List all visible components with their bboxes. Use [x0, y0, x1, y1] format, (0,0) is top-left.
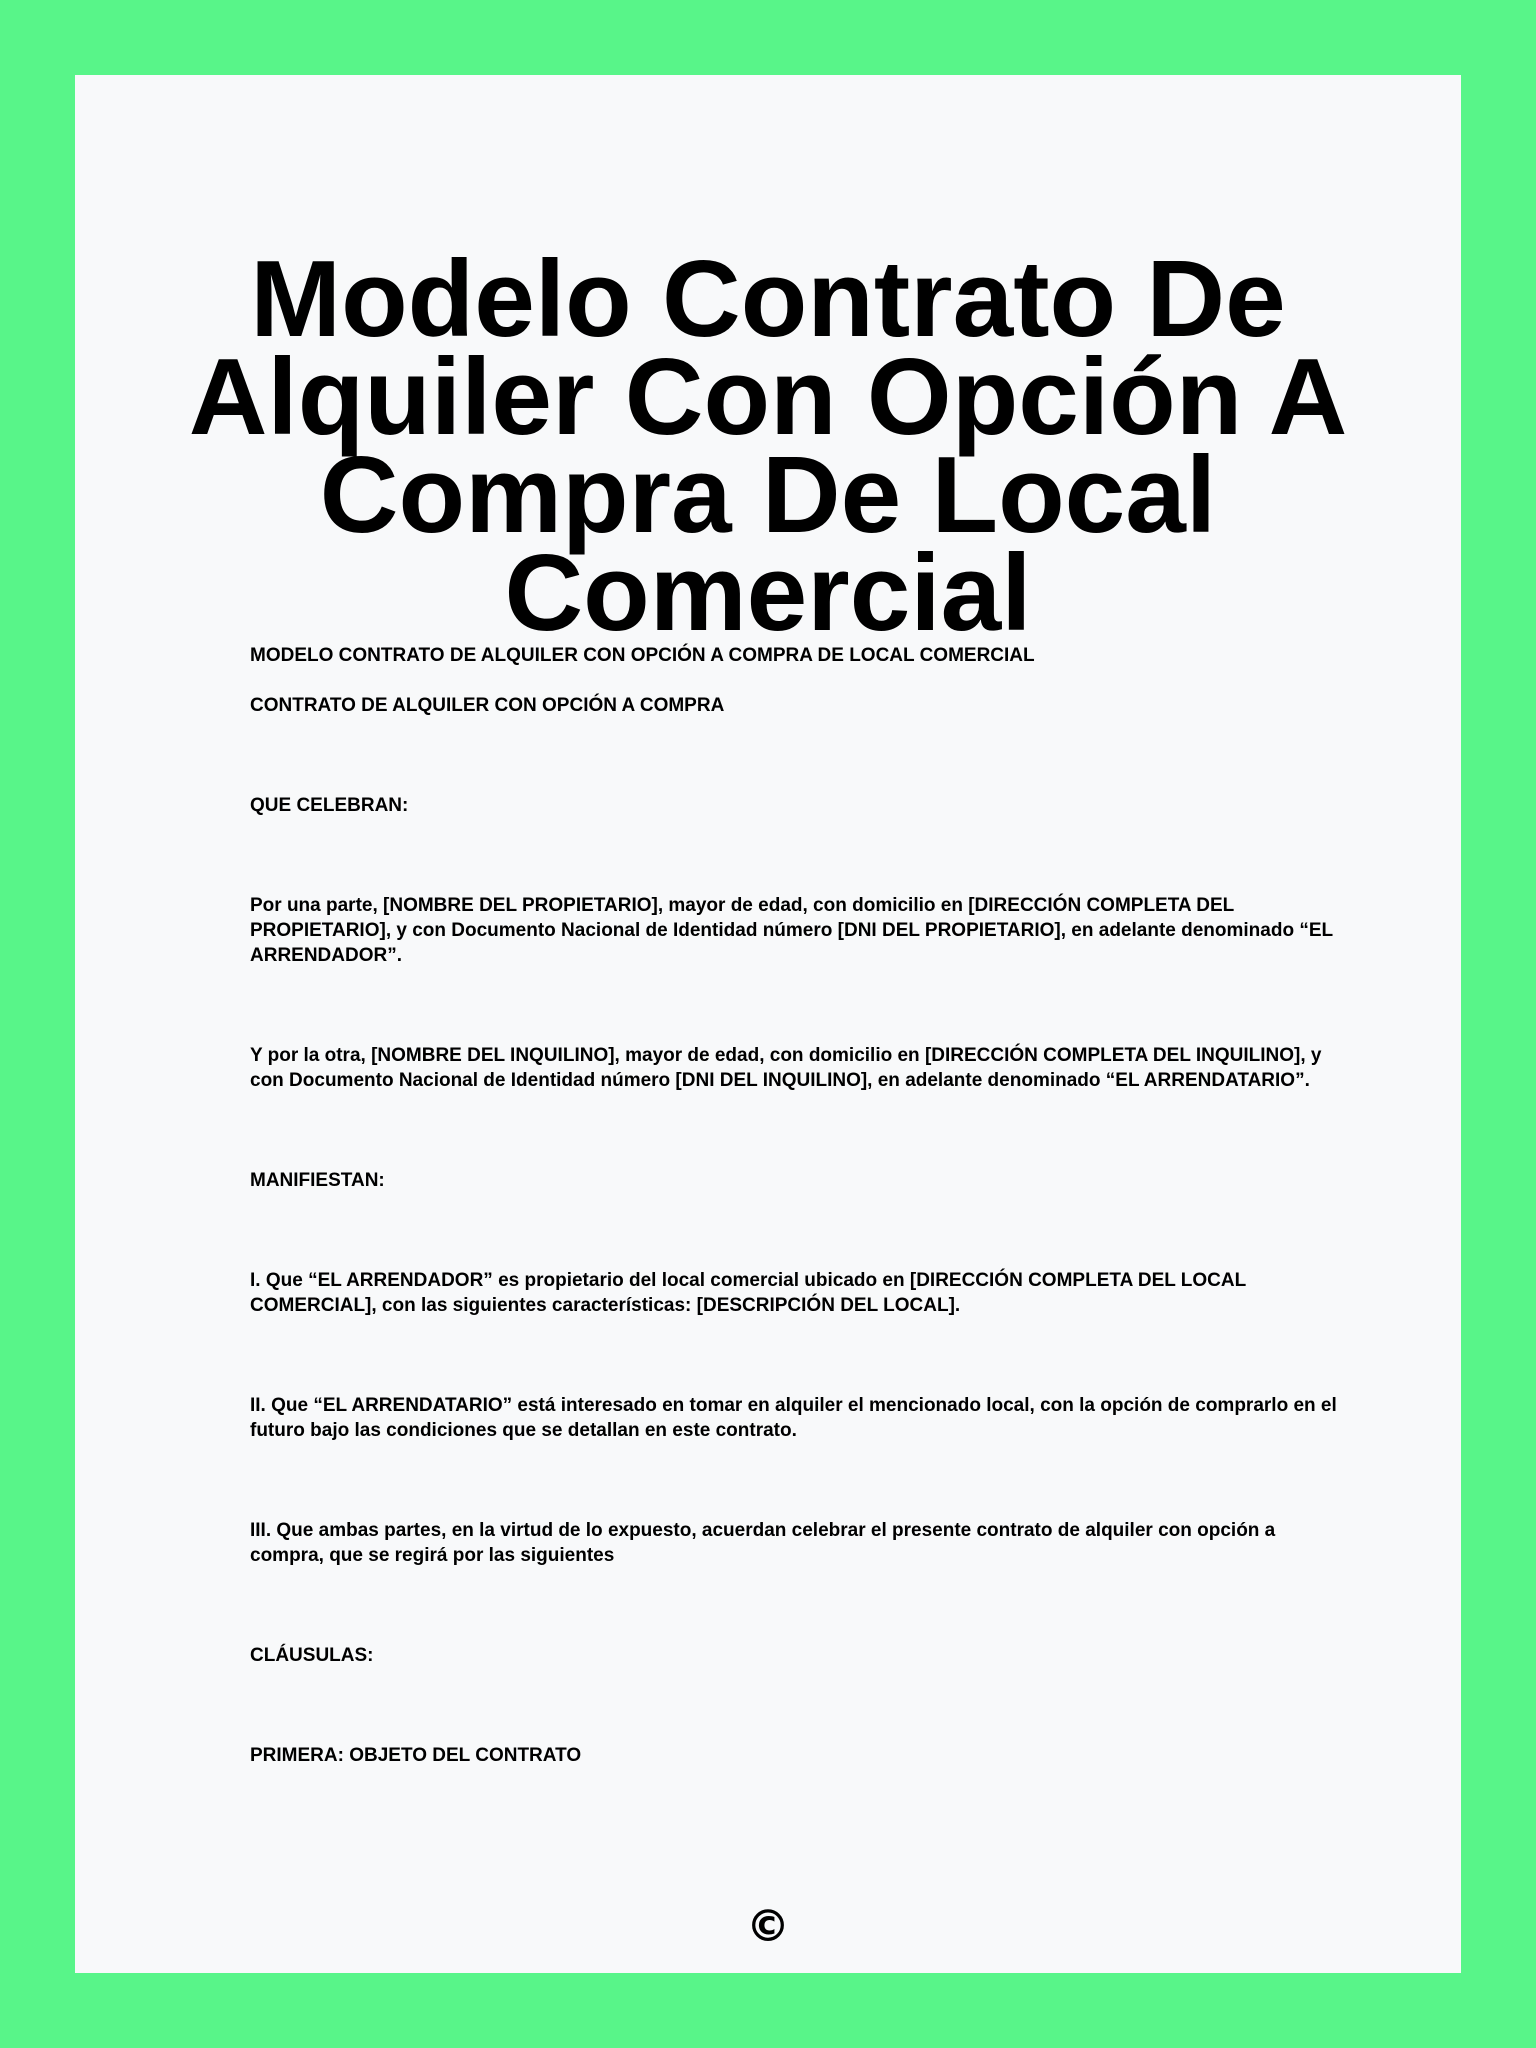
statement-3: III. Que ambas partes, en la virtud de lo expuesto, acuerdan celebrar el presente contrato de alquiler con opción a compra, que se regirá por las siguientes: [250, 1520, 1276, 1566]
statement-1: I. Que “EL ARRENDADOR” es propietario del local comercial ubicado en [DIRECCIÓN COMPLETA DEL LOCAL COMERCIAL], con las siguientes características: [DESCRIPCIÓN DEL LOCAL].: [250, 1270, 1246, 1316]
section-clausulas: CLÁUSULAS:: [250, 1645, 374, 1666]
section-manifiestan: MANIFIESTAN:: [250, 1170, 385, 1191]
copyright-icon: ©: [746, 1901, 790, 1952]
document-body: [250, 643, 1340, 1768]
page-title: Modelo Contrato De Alquiler Con Opción A Compra De Local Comercial: [188, 238, 1348, 654]
doc-heading: MODELO CONTRATO DE ALQUILER CON OPCIÓN A COMPRA DE LOCAL COMERCIAL: [250, 645, 1035, 666]
contract-subtitle: CONTRATO DE ALQUILER CON OPCIÓN A COMPRA: [250, 695, 725, 716]
party-tenant: Y por la otra, [NOMBRE DEL INQUILINO], mayor de edad, con domicilio en [DIRECCIÓN COMPLETA DEL INQUILINO], y con Documento Nacional de Identidad número [DNI DEL INQUILINO], en adelante denominado “EL ARRENDATARIO”.: [250, 1045, 1322, 1091]
clause-primera: PRIMERA: OBJETO DEL CONTRATO: [250, 1745, 582, 1766]
document-page: [75, 75, 1461, 1973]
section-que-celebran: QUE CELEBRAN:: [250, 795, 409, 816]
statement-2: II. Que “EL ARRENDATARIO” está interesado en tomar en alquiler el mencionado local, con la opción de comprarlo en el futuro bajo las condiciones que se detallan en este contrato.: [250, 1395, 1337, 1441]
party-landlord: Por una parte, [NOMBRE DEL PROPIETARIO], mayor de edad, con domicilio en [DIRECCIÓN COMPLETA DEL PROPIETARIO], y con Documento Nacional de Identidad número [DNI DEL PROPIETARIO], en adelante denominado “EL ARRENDADOR”.: [250, 895, 1333, 966]
